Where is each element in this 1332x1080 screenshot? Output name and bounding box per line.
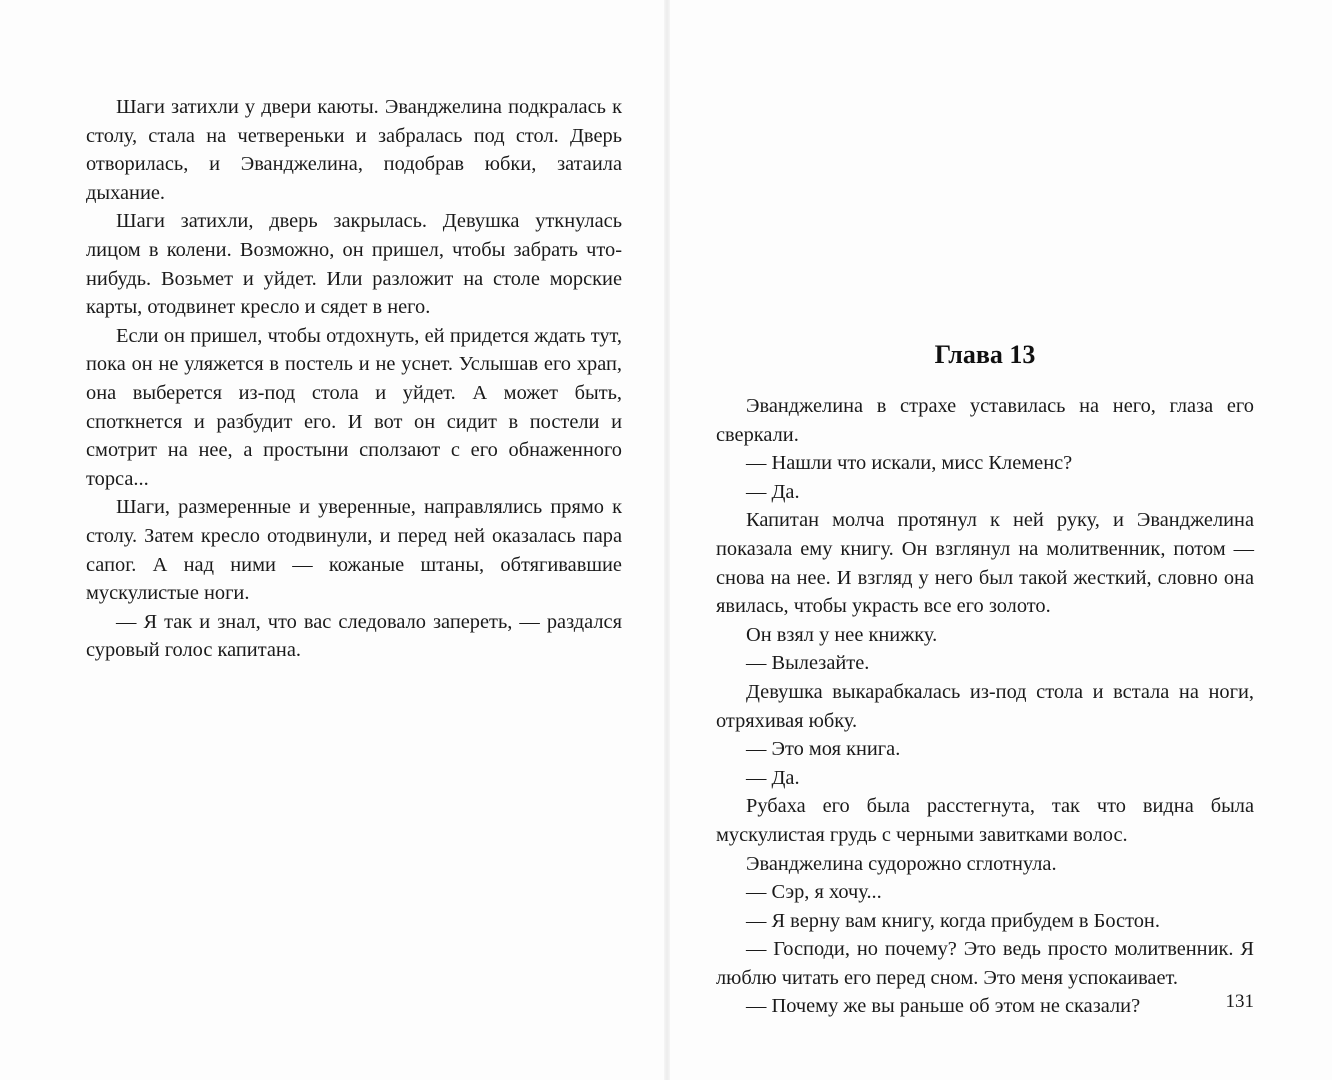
paragraph: Капитан молча протянул к ней руку, и Эванджелина показала ему книгу. Он взглянул на молитвенник, потом — снова на нее. И взгляд у него был такой жесткий, словно она явилась, чтобы украсть все его золото. xyxy=(716,509,1254,618)
left-page-text xyxy=(86,93,622,665)
paragraph: — Это моя книга. xyxy=(746,738,901,761)
paragraph: — Сэр, я хочу... xyxy=(746,881,882,904)
book-gutter xyxy=(664,0,670,1080)
paragraph: Шаги затихли у двери каюты. Эванджелина подкралась к столу, стала на четвереньки и забралась под стол. Дверь отворилась, и Эванджелина, подобрав юбки, затаила дыхание. xyxy=(86,96,622,204)
chapter-title: Глава 13 xyxy=(934,340,1036,369)
right-page xyxy=(716,0,1254,1080)
paragraph: Эванджелина в страхе уставилась на него, глаза его сверкали. xyxy=(716,395,1254,446)
paragraph: Он взял у нее книжку. xyxy=(746,623,938,646)
paragraph: — Вылезайте. xyxy=(746,652,870,675)
paragraph: — Нашли что искали, мисс Клеменс? xyxy=(746,452,1073,475)
paragraph: Девушка выкарабкалась из-под стола и встала на ноги, отряхивая юбку. xyxy=(716,680,1254,732)
paragraph: Эванджелина судорожно сглотнула. xyxy=(746,852,1057,875)
paragraph: Рубаха его была расстегнута, так что видна была мускулистая грудь с черными завитками волос. xyxy=(716,795,1254,846)
paragraph: — Да. xyxy=(746,480,800,503)
paragraph: — Да. xyxy=(746,766,800,789)
left-page xyxy=(86,0,622,1080)
paragraph: Если он пришел, чтобы отдохнуть, ей придется ждать тут, пока он не уляжется в постель и не уснет. Услышав его храп, она выберется из-под стола и уйдет. А может быть, споткнется и разбудит его. И вот он сидит в постели и смотрит на нее, а простыни сползают с его обнаженного торса... xyxy=(86,324,622,490)
right-page-text xyxy=(716,392,1254,1021)
paragraph: Шаги затихли, дверь закрылась. Девушка уткнулась лицом в колени. Возможно, он пришел, чтобы забрать что-нибудь. Возьмет и уйдет. Или разложит на столе морские карты, отодвинет кресло и сядет в него. xyxy=(86,210,622,319)
paragraph: Шаги, размеренные и уверенные, направлялись прямо к столу. Затем кресло отодвинули, и перед ней оказалась пара сапог. А над ними — кожаные штаны, обтягивавшие мускулистые ноги. xyxy=(86,496,622,605)
paragraph: — Я верну вам книгу, когда прибудем в Бостон. xyxy=(746,909,1160,932)
paragraph: — Почему же вы раньше об этом не сказали? xyxy=(746,995,1141,1018)
paragraph: — Я так и знал, что вас следовало запереть, — раздался суровый голос капитана. xyxy=(86,610,622,662)
page-number: 131 xyxy=(1225,991,1254,1012)
paragraph: — Господи, но почему? Это ведь просто молитвенник. Я люблю читать его перед сном. Это меня успокаивает. xyxy=(716,938,1254,989)
